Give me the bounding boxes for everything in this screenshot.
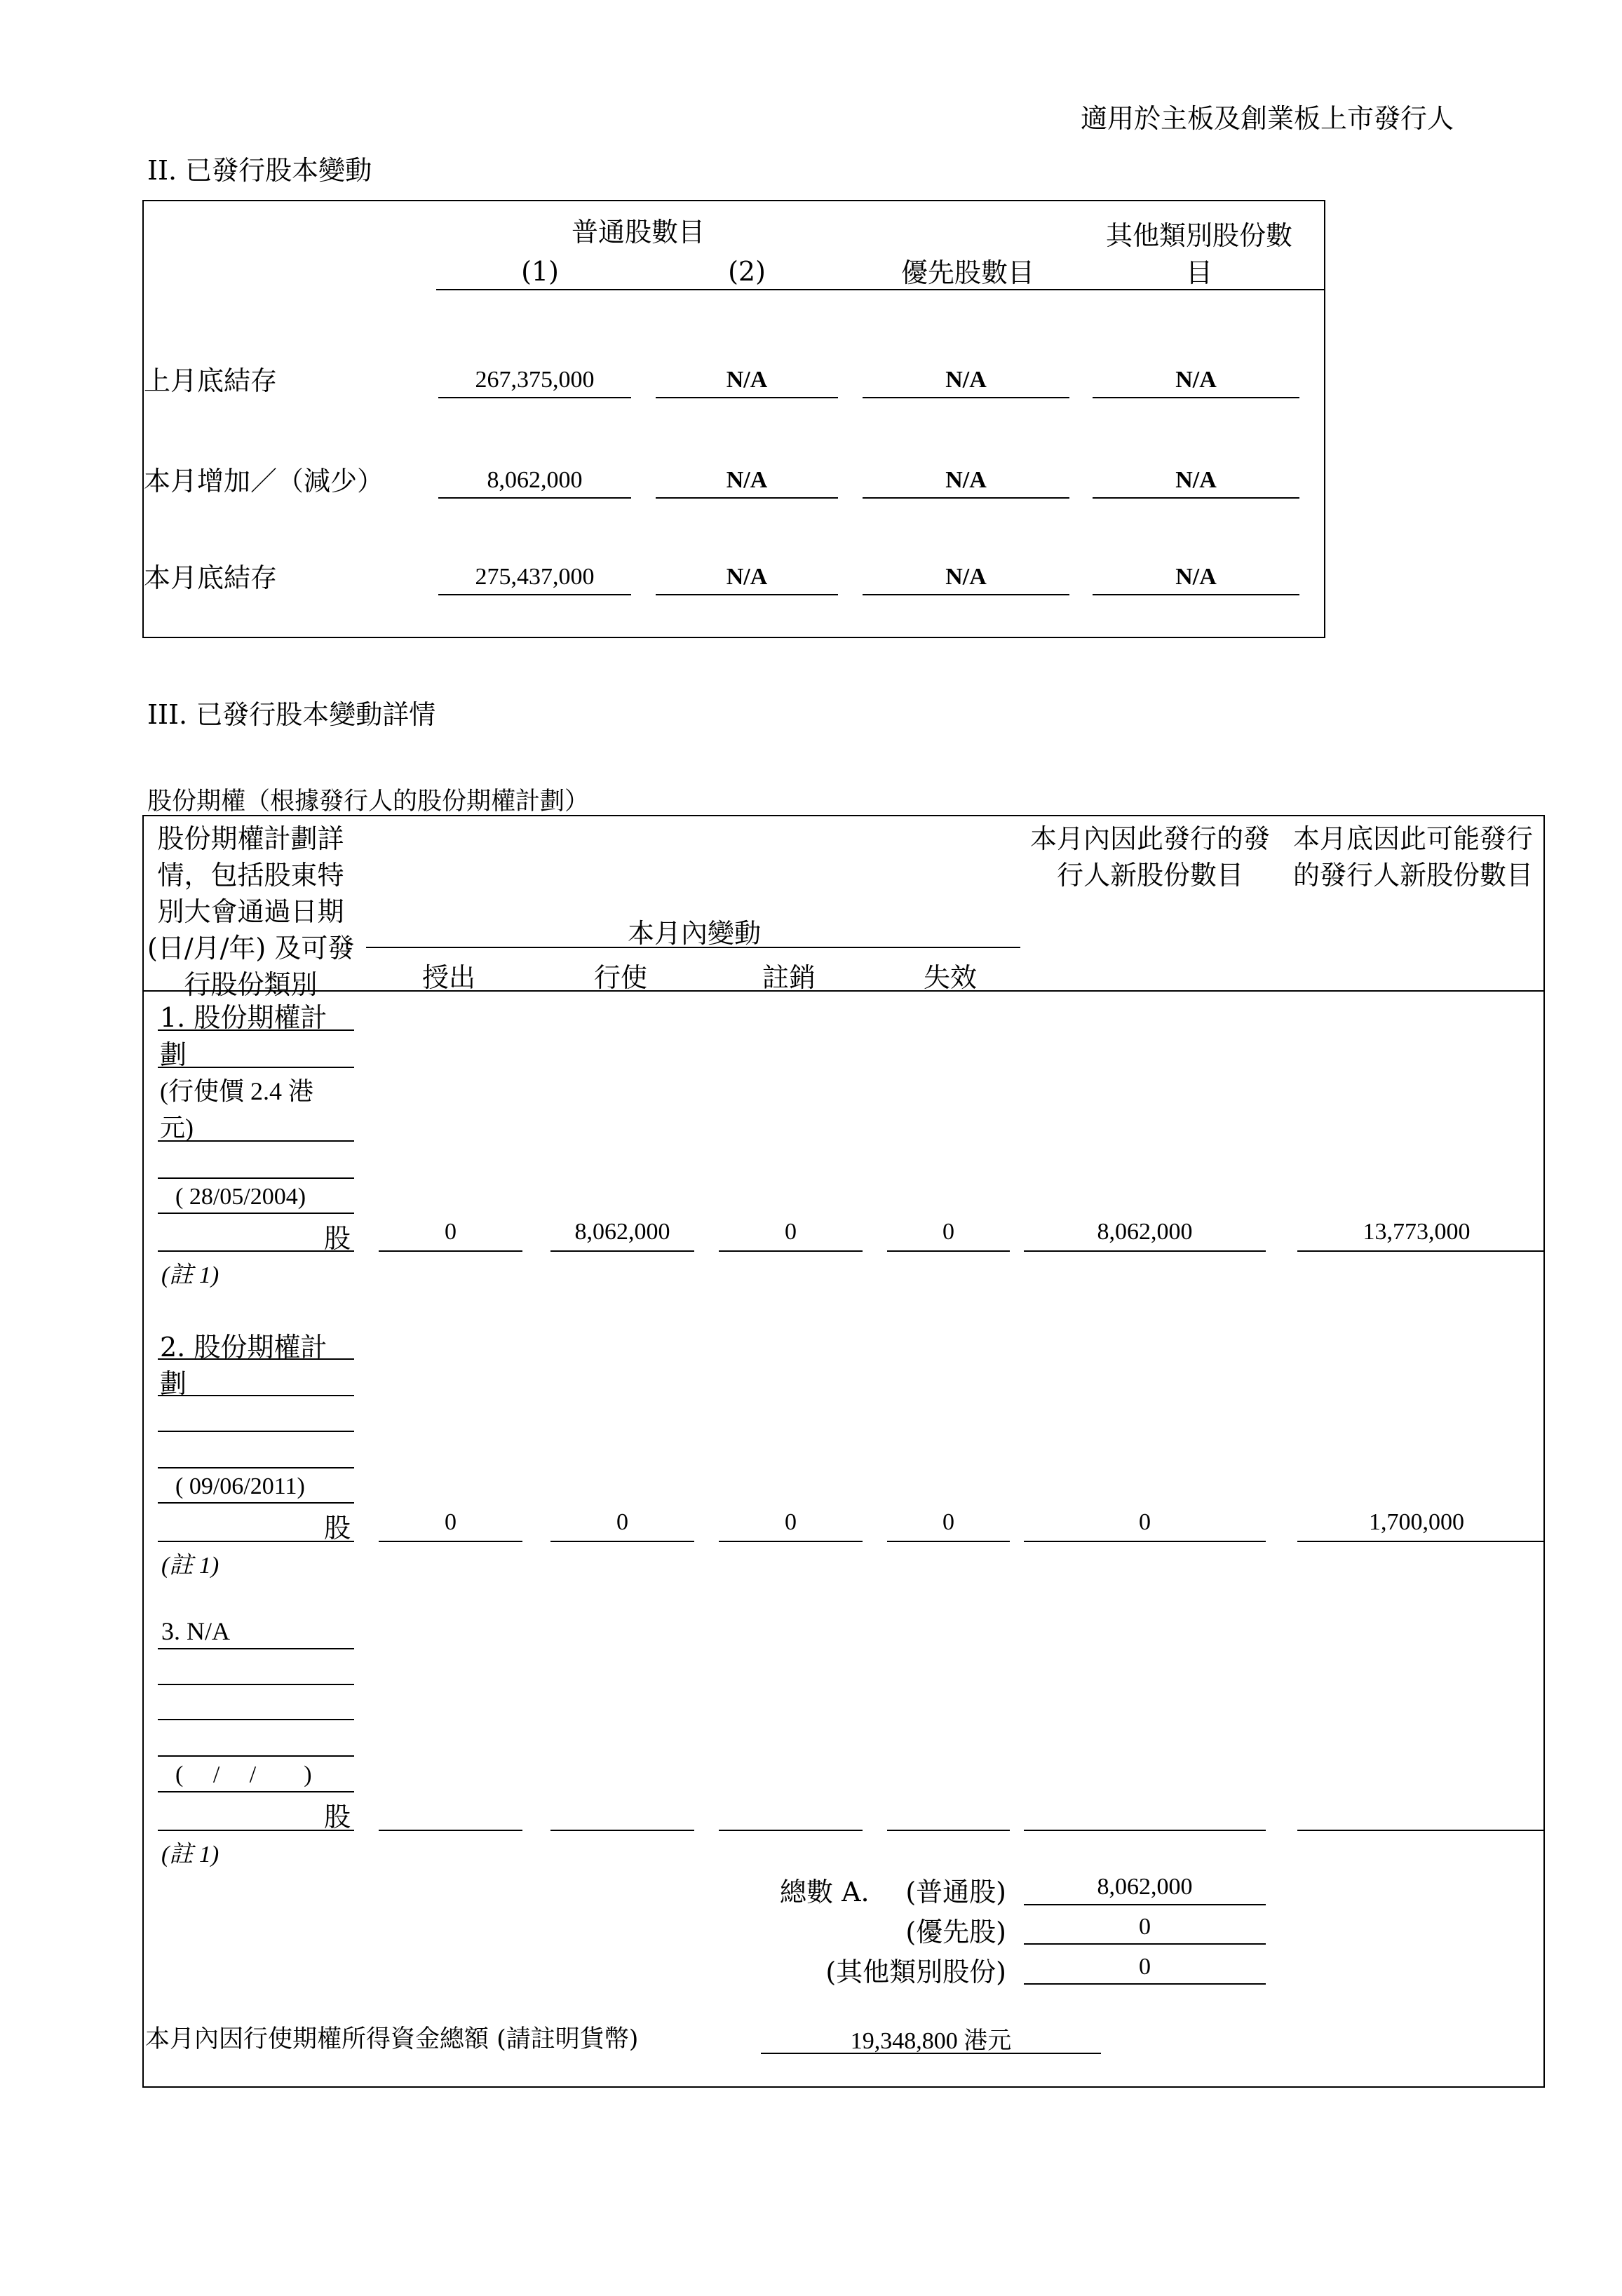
plan-date: ( 28/05/2004) (175, 1184, 306, 1210)
issuable-value: 1,700,000 (1369, 1509, 1464, 1535)
plan-name-line: 劃 (160, 1368, 187, 1399)
cancelled-header: 註銷 (762, 962, 816, 993)
share-class-label: 股 (323, 1223, 351, 1254)
lapsed-header: 失效 (923, 962, 977, 993)
movement-rule (366, 947, 1020, 948)
row-label: 上月底結存 (144, 365, 278, 396)
totals-preference-value: 0 (1139, 1914, 1151, 1940)
other-value: N/A (1175, 467, 1217, 493)
ordinary-1-value: 8,062,000 (487, 467, 583, 493)
row-label: 本月底結存 (144, 562, 278, 593)
issuable-month-end-header: 本月底因此可能發行 的發行人新股份數目 (1292, 823, 1533, 891)
preference-value: N/A (945, 367, 987, 393)
note-ref: (註 1) (161, 1553, 219, 1579)
ordinary-shares-header: 普通股數目 (571, 217, 705, 248)
section-3-subtitle: 股份期權（根據發行人的股份期權計劃） (147, 788, 590, 816)
ordinary-2-value: N/A (726, 467, 768, 493)
plan-name-line: (行使價 2.4 港 (160, 1077, 313, 1105)
other-value: N/A (1175, 564, 1217, 590)
totals-label: 總數 A. (780, 1877, 870, 1907)
exercised-header: 行使 (593, 962, 647, 993)
applicability-note: 適用於主板及創業板上市發行人 (1080, 103, 1454, 134)
preference-value: N/A (945, 467, 987, 493)
preference-shares-header: 優先股數目 (900, 257, 1034, 288)
ordinary-1-value: 267,375,000 (475, 367, 595, 393)
note-ref: (註 1) (161, 1262, 219, 1288)
other-shares-header-line2: 目 (1185, 257, 1212, 288)
totals-ordinary-value: 8,062,000 (1097, 1874, 1193, 1900)
granted-header: 授出 (421, 962, 475, 993)
header-rule (436, 289, 1324, 290)
plan-date: ( 09/06/2011) (175, 1473, 305, 1499)
row-label: 本月增加／（減少） (144, 466, 384, 497)
col1-header: (1) (521, 256, 559, 287)
cancelled-value: 0 (785, 1509, 797, 1535)
ordinary-2-value: N/A (726, 564, 768, 590)
totals-other-value: 0 (1139, 1954, 1151, 1980)
funds-raised-rule (761, 2053, 1101, 2054)
totals-ordinary-label: (普通股) (905, 1877, 1006, 1907)
ordinary-1-value: 275,437,000 (475, 564, 595, 590)
issued-this-month-header: 本月內因此發行的發 行人新股份數目 (1029, 823, 1270, 891)
col2-header: (2) (728, 256, 766, 287)
issued-value: 8,062,000 (1097, 1219, 1193, 1245)
totals-preference-label: (優先股) (905, 1917, 1006, 1947)
plan-name-line: 元) (160, 1114, 194, 1142)
note-ref: (註 1) (161, 1842, 219, 1868)
share-class-label: 股 (323, 1513, 351, 1544)
other-value: N/A (1175, 367, 1217, 393)
granted-value: 0 (445, 1509, 457, 1535)
share-class-label: 股 (323, 1802, 351, 1832)
issued-value: 0 (1139, 1509, 1151, 1535)
issuable-value: 13,773,000 (1363, 1219, 1471, 1245)
plan-name-line: 2. 股份期權計 (160, 1332, 327, 1363)
preference-value: N/A (945, 564, 987, 590)
plan-details-header: 股份期權計劃詳 情，包括股東特 別大會通過日期 (日/月/年) 及可發 行股份類別 (147, 823, 355, 1000)
ordinary-2-value: N/A (726, 367, 768, 393)
plan-name-line: 劃 (160, 1039, 187, 1070)
plan-name-line: 1. 股份期權計 (160, 1002, 327, 1033)
section-3-title: III. 已發行股本變動詳情 (147, 699, 436, 730)
funds-raised-label: 本月內因行使期權所得資金總額 (請註明貨幣) (145, 2025, 639, 2053)
cancelled-value: 0 (785, 1219, 797, 1245)
plan-date: ( / / ) (175, 1762, 312, 1788)
funds-raised-value: 19,348,800 港元 (850, 2028, 1012, 2054)
granted-value: 0 (445, 1219, 457, 1245)
exercised-value: 0 (616, 1509, 628, 1535)
lapsed-value: 0 (942, 1509, 954, 1535)
lapsed-value: 0 (942, 1219, 954, 1245)
exercised-value: 8,062,000 (574, 1219, 670, 1245)
section-2-title: II. 已發行股本變動 (147, 155, 372, 186)
movement-header: 本月內變動 (627, 918, 761, 949)
plan-name-line: 3. N/A (161, 1617, 230, 1645)
other-shares-header-line1: 其他類別股份數 (1105, 220, 1292, 251)
totals-other-label: (其他類別股份) (825, 1957, 1006, 1987)
